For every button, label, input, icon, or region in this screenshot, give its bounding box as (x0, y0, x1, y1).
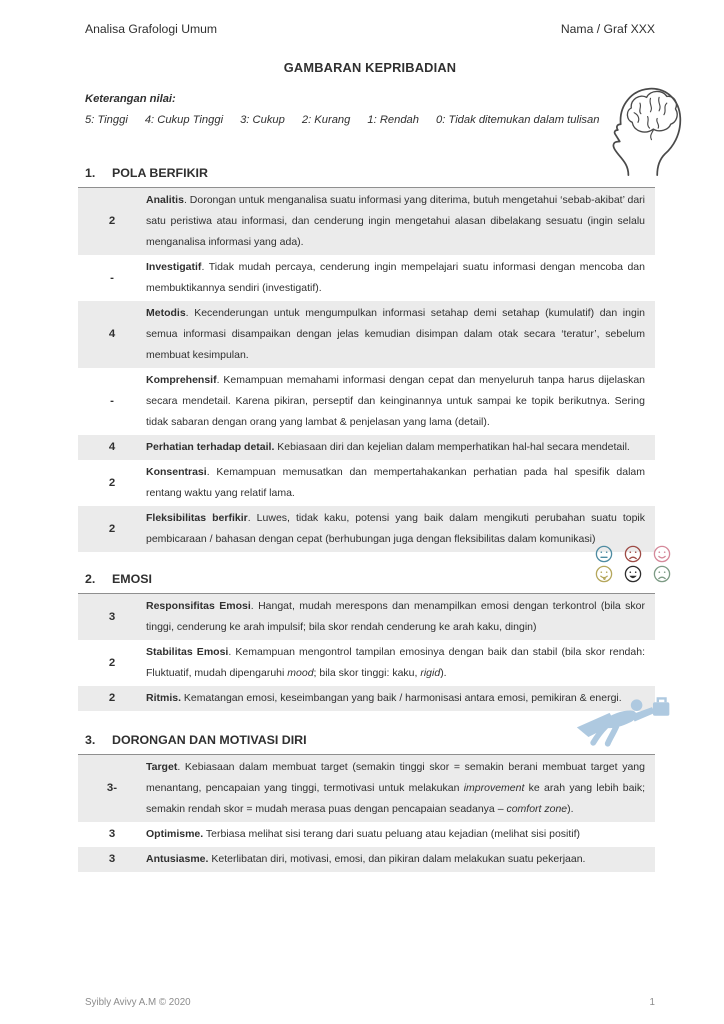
section-emosi (85, 572, 655, 711)
tongue-out-face-icon (595, 565, 613, 583)
trait-term: Target (146, 761, 178, 773)
trait-description (146, 757, 655, 820)
page-title: GAMBARAN KEPRIBADIAN (283, 60, 457, 75)
head-brain-icon (590, 82, 686, 178)
page-content (85, 0, 655, 872)
score-cell: 2 (108, 522, 116, 535)
trait-description (146, 642, 655, 684)
trait-description (146, 303, 655, 366)
neutral-face-icon (595, 545, 613, 563)
trait-description (146, 596, 655, 638)
score-cell: 3 (108, 828, 116, 840)
trait-description (146, 849, 655, 870)
trait-term: Analitis (146, 194, 184, 206)
trait-description (146, 257, 655, 299)
section-pola-berfikir (85, 166, 655, 552)
table-row (78, 640, 655, 686)
table-row (78, 506, 655, 552)
score-cell: 4 (108, 441, 116, 453)
trait-term: Metodis (146, 307, 186, 319)
trait-text: . Luwes, tidak kaku, potensi yang baik dalam mengikuti perubahan suatu topik pembicaraan / bahasan dengan cepat (berhubungan juga dengan fleksibilitas dalam komunikasi) (146, 512, 645, 545)
page-footer (85, 997, 655, 1008)
legend-item: 1: Rendah (367, 114, 420, 126)
table-row (78, 368, 655, 435)
trait-description (146, 508, 655, 550)
trait-term: Komprehensif (146, 374, 217, 386)
smiling-face-icon (653, 545, 671, 563)
trait-text: . Kemampuan mengontrol tampilan emosinya dengan baik dan stabil (bila skor rendah: Fluktuatif, mudah dipengaruhi mood; bila skor tinggi: kaku, rigid). (146, 646, 645, 679)
trait-term: Fleksibilitas berfikir (146, 512, 248, 524)
section-number: 3. (85, 733, 96, 747)
trait-text: Keterlibatan diri, motivasi, emosi, dan pikiran dalam melakukan suatu pekerjaan. (208, 853, 586, 865)
trait-description (146, 370, 655, 433)
header-subject-name: Nama / Graf XXX (560, 22, 655, 36)
trait-term: Konsentrasi (146, 466, 207, 478)
page-header (85, 0, 655, 36)
trait-text: . Kemampuan memusatkan dan mempertahakankan perhatian pada hal spesifik dalam rentang waktu yang relatif lama. (146, 466, 645, 499)
legend-item: 2: Kurang (301, 114, 351, 126)
score-cell: 2 (108, 656, 116, 669)
emoji-faces-illustration (589, 545, 671, 583)
score-cell: 3- (106, 782, 118, 794)
score-cell: 2 (108, 476, 116, 489)
legend-item: 3: Cukup (240, 114, 285, 126)
trait-text: . Dorongan untuk menganalisa suatu informasi yang diterima, butuh mengetahui ‘sebab-akibat’ dari satu peristiwa atau informasi, dan cenderung ingin mengetahui alasan dibelakang sesuatu (ingin selalu menganalisa informasi yang ada). (146, 194, 645, 248)
legend-item: 5: Tinggi (85, 114, 128, 126)
trait-term: Perhatian terhadap detail. (146, 441, 275, 453)
table-row (78, 686, 655, 711)
section-title: POLA BERFIKIR (112, 166, 208, 180)
trait-description (146, 190, 655, 253)
legend-label: Keterangan nilai: (85, 93, 176, 105)
table-row (78, 460, 655, 506)
trait-text: . Kebiasaan dalam membuat target (semakin tinggi skor = semakin berani membuat target yang menantang, pencapaian yang tinggi, termotivasi untuk melakukan improvement ke arah yang lebih baik; semakin rendah skor = mudah merasa puas dengan pencapaian seadanya – comfort zone). (146, 761, 645, 815)
trait-term: Stabilitas Emosi (146, 646, 229, 658)
trait-text: Kematangan emosi, keseimbangan yang baik / harmonisasi antara emosi, pemikiran & energi. (181, 692, 622, 704)
trait-term: Optimisme. (146, 828, 204, 840)
trait-text: . Kecenderungan untuk mengumpulkan informasi setahap demi setahap (kumulatif) dan ingin semua informasi disampaikan dengan jelas kemudian disimpan dalam otak secara ‘teratur’, sebelum membuat kesimpulan. (146, 307, 645, 361)
trait-text: . Tidak mudah percaya, cenderung ingin mempelajari suatu informasi dengan mencoba dan membuktikannya sendiri (investigatif). (146, 261, 645, 294)
score-cell: - (110, 395, 114, 407)
score-cell: - (110, 271, 114, 284)
table-row (78, 188, 655, 255)
score-cell: 2 (108, 692, 116, 704)
trait-term: Ritmis. (146, 692, 182, 704)
table-row (78, 255, 655, 301)
trait-text: . Kemampuan memahami informasi dengan cepat dan menyeluruh tanpa harus dijelaskan secara mendetail. Karena pikiran, perseptif dan keinginannya untuk sampai ke topik berikutnya. Sering tidak sabaran dengan orang yang lambat & penjelasan yang lama (detail). (146, 374, 645, 428)
table-row (78, 594, 655, 640)
section-heading (85, 572, 655, 586)
trait-text: Kebiasaan diri dan kejelian dalam memperhatikan hal-hal secara mendetail. (274, 441, 630, 453)
sad-face-icon (653, 565, 671, 583)
trait-term: Antusiasme. (146, 853, 209, 865)
score-legend (85, 114, 655, 126)
score-cell: 3 (108, 853, 116, 865)
trait-text: Terbiasa melihat sisi terang dari suatu peluang atau kejadian (melihat sisi positif) (203, 828, 581, 840)
trait-description (146, 462, 655, 504)
flying-superhero-icon (573, 696, 679, 750)
trait-table (78, 754, 655, 872)
grinning-face-icon (624, 565, 642, 583)
score-cell: 4 (108, 328, 116, 340)
section-heading (85, 166, 655, 180)
section-number: 1. (85, 166, 96, 180)
section-title: EMOSI (112, 572, 152, 586)
header-doc-title: Analisa Grafologi Umum (85, 22, 218, 36)
table-row (78, 755, 655, 822)
score-cell: 3 (108, 610, 116, 623)
legend-item: 0: Tidak ditemukan dalam tulisan (436, 114, 600, 126)
score-cell: 2 (108, 215, 116, 227)
trait-description (146, 437, 655, 458)
trait-table (78, 593, 655, 711)
trait-table (78, 187, 655, 552)
table-row (78, 435, 655, 460)
footer-page-number: 1 (649, 997, 655, 1008)
section-title: DORONGAN DAN MOTIVASI DIRI (112, 733, 307, 747)
section-dorongan-motivasi (85, 733, 655, 872)
footer-author: Syibly Avivy A.M © 2020 (85, 997, 191, 1008)
trait-term: Responsifitas Emosi (146, 600, 251, 612)
section-heading (85, 733, 655, 747)
trait-description (146, 824, 655, 845)
table-row (78, 822, 655, 847)
trait-term: Investigatif (146, 261, 202, 273)
legend-item: 4: Cukup Tinggi (144, 114, 224, 126)
section-number: 2. (85, 572, 96, 586)
frowning-face-icon (624, 545, 642, 563)
trait-text: . Hangat, mudah merespons dan menampilkan emosi dengan terkontrol (bila skor tinggi, cenderung ke arah impulsif; bila skor rendah cenderung ke arah kaku, dingin) (146, 600, 645, 633)
table-row (78, 301, 655, 368)
table-row (78, 847, 655, 872)
